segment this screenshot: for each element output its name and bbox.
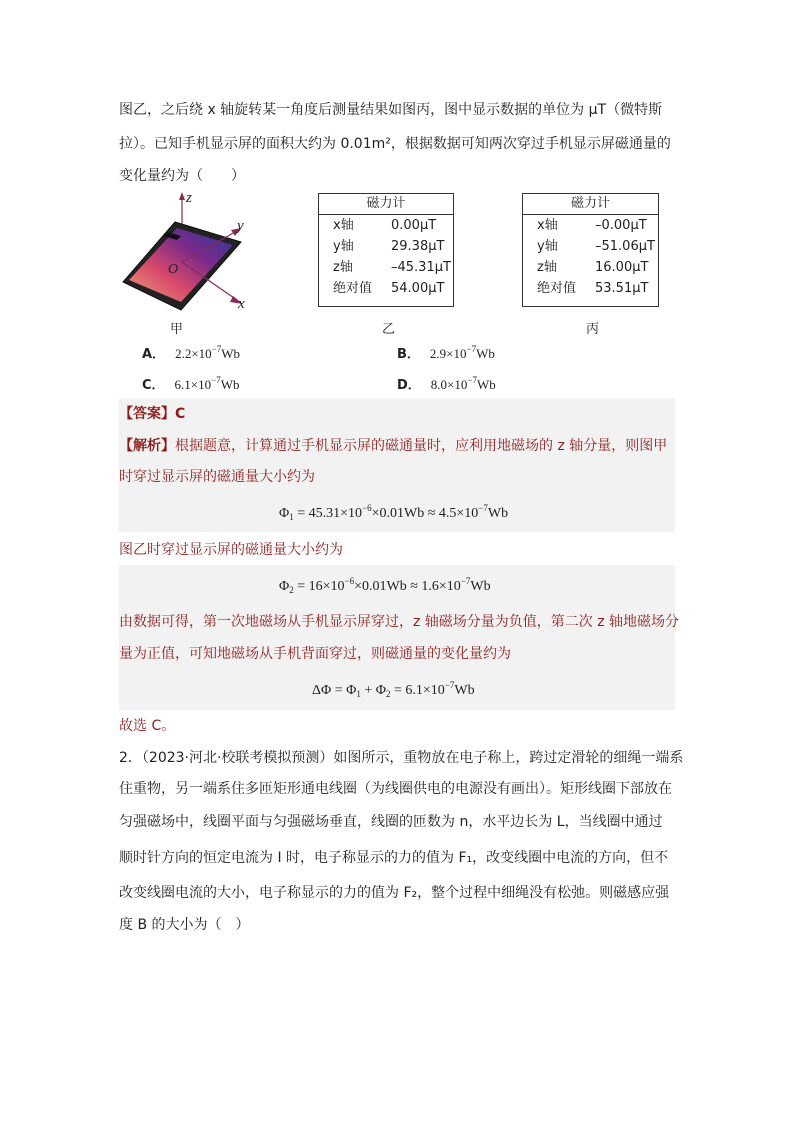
answer-line: 【答案】C <box>119 406 186 422</box>
q2-line-2: 住重物，另一端系住多匝矩形通电线圈（为线圈供电的电源没有画出）。矩形线圈下部放在 <box>119 781 672 797</box>
formula-delta-phi: $\Delta\Phi = \Phi_1 + \Phi_2 = 6.1\times 10^{-7}Wb$ <box>312 680 475 699</box>
analysis-line-3: 图乙时穿过显示屏的磁通量大小约为 <box>119 542 343 558</box>
conclusion-line: 故选 C。 <box>119 718 176 734</box>
meter-bing-row: z轴 16.00μT <box>537 260 649 275</box>
analysis-line-5: 量为正值，可知地磁场从手机背面穿过，则磁通量的变化量约为 <box>119 646 511 662</box>
choice-d[interactable]: D． $8.0\times 10^{-7}Wb$ <box>397 375 496 393</box>
caption-jia: 甲 <box>170 322 184 337</box>
meter-bing-row: x轴 –0.00μT <box>537 218 647 233</box>
origin-label: O <box>168 262 179 277</box>
meter-bing <box>522 193 659 307</box>
q2-line-4: 顺时针方向的恒定电流为 I 时，电子称显示的力的值为 F₁，改变线圈中电流的方向，但不 <box>119 850 669 866</box>
axis-z-label: z <box>186 190 192 206</box>
meter-yi-row: x轴 0.00μT <box>333 218 437 233</box>
q2-line-1: 2．（2023·河北·校联考模拟预测）如图所示，重物放在电子称上，跨过定滑轮的细绳一端系 <box>119 750 684 766</box>
axis-x-label: x <box>238 296 245 312</box>
meter-yi <box>318 193 454 307</box>
meter-yi-row: z轴 –45.31μT <box>333 260 451 275</box>
intro-line-1: 图乙，之后绕 x 轴旋转某一角度后测量结果如图丙，图中显示数据的单位为 μT（微特斯 <box>119 102 663 118</box>
meter-yi-row: y轴 29.38μT <box>333 239 445 254</box>
formula-phi1: $\Phi_1 = 45.31\times 10^{-6}\times 0.01Wb \approx 4.5\times 10^{-7}Wb$ <box>279 503 509 522</box>
analysis-line-2: 时穿过显示屏的磁通量大小约为 <box>119 469 315 485</box>
caption-yi: 乙 <box>382 322 396 337</box>
meter-bing-row: y轴 –51.06μT <box>537 239 655 254</box>
choice-c[interactable]: C． $6.1\times 10^{-7}Wb$ <box>142 375 240 393</box>
meter-yi-row: 绝对值 54.00μT <box>333 281 445 296</box>
meter-yi-title: 磁力计 <box>319 194 453 215</box>
intro-line-2: 拉）。已知手机显示屏的面积大约为 0.01m²，根据数据可知两次穿过手机显示屏磁通量的 <box>119 136 671 152</box>
meter-bing-title: 磁力计 <box>523 194 658 215</box>
q2-line-6: 度 B 的大小为（ ） <box>119 917 250 933</box>
q2-line-3: 匀强磁场中，线圈平面与匀强磁场垂直，线圈的匝数为 n，水平边长为 L，当线圈中通过 <box>119 814 663 830</box>
q2-line-5: 改变线圈电流的大小，电子称显示的力的值为 F₂，整个过程中细绳没有松弛。则磁感应强 <box>119 885 670 901</box>
choice-a[interactable]: A． $2.2\times 10^{-7}Wb$ <box>142 344 241 362</box>
analysis-line-1: 【解析】根据题意，计算通过手机显示屏的磁通量时，应利用地磁场的 z 轴分量，则图甲 <box>119 438 668 454</box>
analysis-line-4: 由数据可得，第一次地磁场从手机显示屏穿过，z 轴磁场分量为负值，第二次 z 轴地磁场分 <box>119 614 680 630</box>
meter-bing-row: 绝对值 53.51μT <box>537 281 649 296</box>
phone-axes-figure <box>115 190 275 320</box>
axis-y-label: y <box>237 218 244 234</box>
caption-bing: 丙 <box>586 322 600 337</box>
choice-b[interactable]: B． $2.9\times 10^{-7}Wb$ <box>397 344 495 362</box>
formula-phi2: $\Phi_2 = 16\times 10^{-6}\times 0.01Wb \approx 1.6\times 10^{-7}Wb$ <box>279 576 491 595</box>
intro-line-3: 变化量约为（ ） <box>119 168 245 184</box>
